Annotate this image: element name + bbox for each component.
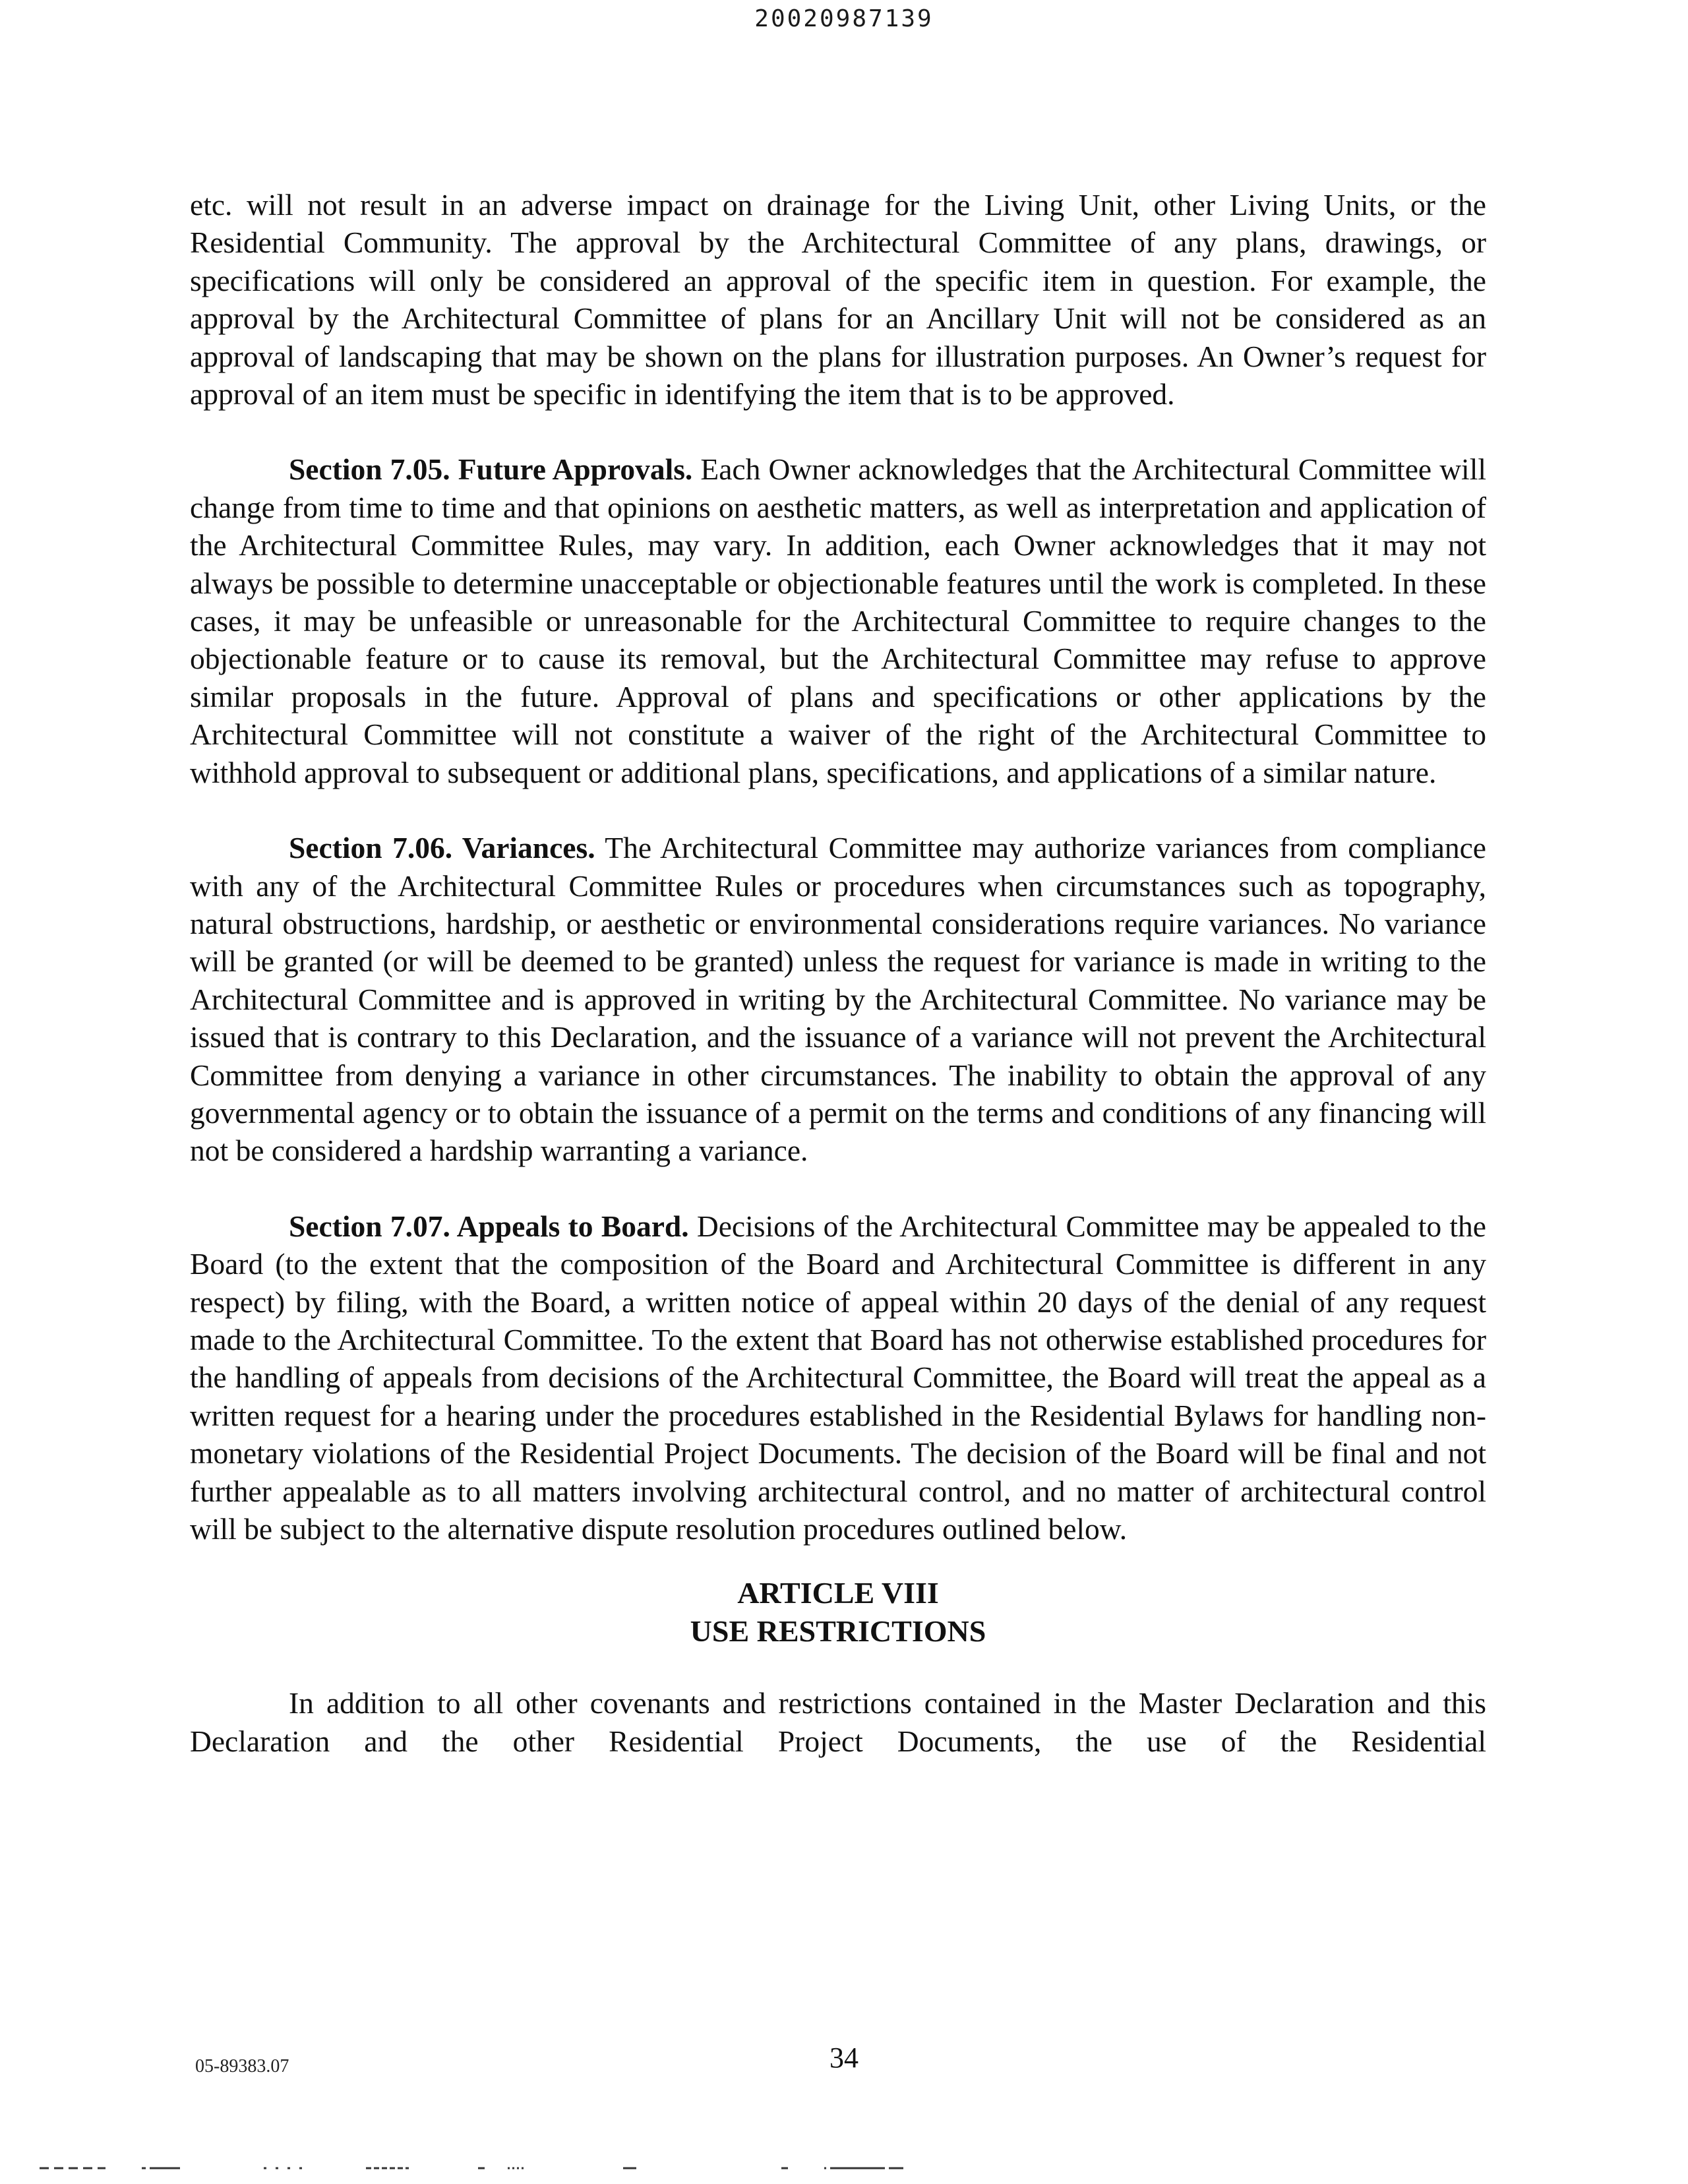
- section-7-06-text: The Architectural Committee may authorize variances from compliance with any of the Architectural Committee Rules or procedures when circumstances such as topography, natural obstructions, hardship, or aesthetic or environmental considerations require variances. No variance will be granted (or will be deemed to be granted) unless the request for variance is made in writing to the Architectural Committee and is approved in writing by the Architectural Committee. No variance may be issued that is contrary to this Declaration, and the issuance of a variance will not prevent the Architectural Committee from denying a variance in other circumstances. The inability to obtain the approval of any governmental agency or to obtain the issuance of a permit on the terms and conditions of any financing will not be considered a hardship warranting a variance.: [190, 831, 1486, 1168]
- section-7-06-heading: Section 7.06. Variances.: [289, 831, 595, 865]
- continued-paragraph: etc. will not result in an adverse impact on drainage for the Living Unit, other Living Units, or the Residential Community. The approval by the Architectural Committee of any plans, drawings, or specifications will only be considered an approval of the specific item in question. For example, the approval by the Architectural Committee of plans for an Ancillary Unit will not be considered as an approval of landscaping that may be shown on the plans for illustration purposes. An Owner’s request for approval of an item must be specific in identifying the item that is to be approved.: [190, 188, 1486, 411]
- section-7-07-paragraph: [190, 1207, 1486, 1548]
- scan-edge-artifacts: [0, 2155, 1688, 2181]
- footer-document-id: 05-89383.07: [195, 2056, 289, 2077]
- section-7-05-text: Each Owner acknowledges that the Architectural Committee will change from time to time and that opinions on aesthetic matters, as well as interpretation and application of the Architectural Committee Rules, may vary. In addition, each Owner acknowledges that it may not always be possible to determine unacceptable or objectionable features until the work is completed. In these cases, it may be unfeasible or unreasonable for the Architectural Committee to require changes to the objectionable feature or to cause its removal, but the Architectural Committee may refuse to approve similar proposals in the future. Approval of plans and specifications or other applications by the Architectural Committee will not constitute a waiver of the right of the Architectural Committee to withhold approval to subsequent or additional plans, specifications, and applications of a similar nature.: [190, 452, 1486, 789]
- article-number: ARTICLE VIII: [737, 1576, 939, 1610]
- section-7-06-paragraph: [190, 829, 1486, 1170]
- section-7-05-heading: Section 7.05. Future Approvals.: [289, 452, 693, 487]
- section-7-07-text: Decisions of the Architectural Committee may be appealed to the Board (to the extent that the composition of the Board and Architectural Committee is different in any respect) by filing, with the Board, a written notice of appeal within 20 days of the denial of any request made to the Architectural Committee. To the extent that Board has not otherwise established procedures for the handling of appeals from decisions of the Architectural Committee, the Board will treat the appeal as a written request for a hearing under the procedures established in the Residential Bylaws for handling non-monetary violations of the Residential Project Documents. The decision of the Board will be final and not further appealable as to all matters involving architectural control, and no matter of architectural control will be subject to the alternative dispute resolution procedures outlined below.: [190, 1209, 1487, 1546]
- use-restrictions-intro-paragraph: In addition to all other covenants and restrictions contained in the Master Declaration and this Declaration and the other Residential Project Documents, the use of the Residential: [190, 1686, 1486, 1758]
- page-number: 34: [829, 2042, 859, 2074]
- section-7-07-heading: Section 7.07. Appeals to Board.: [289, 1209, 689, 1243]
- section-7-05-paragraph: [190, 450, 1486, 791]
- document-body: [190, 186, 1486, 1760]
- article-title: USE RESTRICTIONS: [690, 1614, 986, 1648]
- document-number: 20020987139: [754, 5, 934, 32]
